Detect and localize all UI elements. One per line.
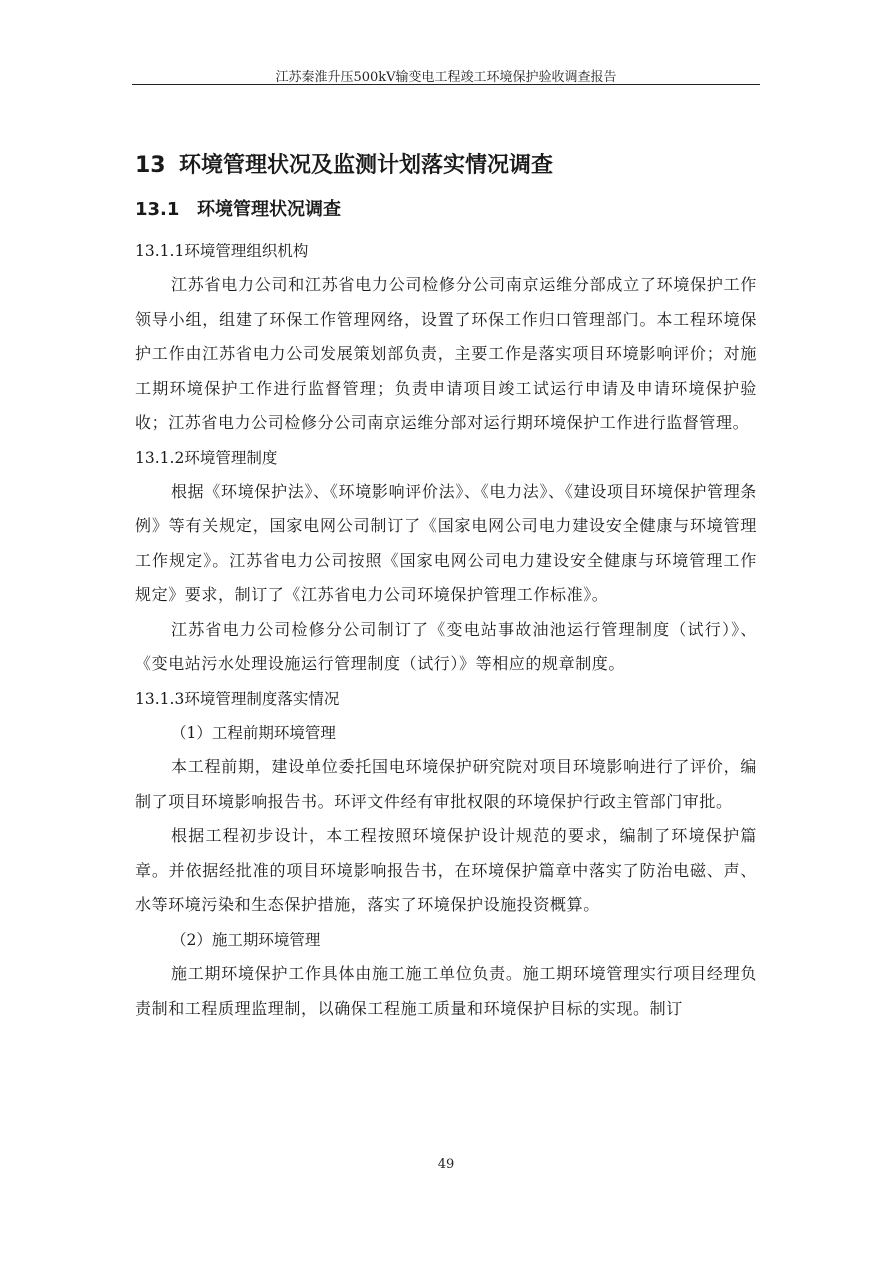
page-content — [135, 148, 757, 1026]
subsection-heading — [135, 682, 757, 716]
chapter-title: 环境管理状况及监测计划落实情况调查 — [179, 153, 554, 178]
chapter-number: 13 — [135, 153, 166, 178]
list-item-label: （2）施工期环境管理 — [171, 930, 321, 949]
subsection-title: 环境管理制度 — [184, 448, 278, 467]
body-paragraph: 本工程前期，建设单位委托国电环境保护研究院对项目环境影响进行了评价，编制了项目环境影响报告书。环评文件经有审批权限的环境保护行政主管部门审批。 — [135, 757, 757, 811]
body-paragraph: 江苏省电力公司检修分公司制订了《变电站事故油池运行管理制度（试行）》、《变电站污水处理设施运行管理制度（试行）》等相应的规章制度。 — [135, 619, 757, 673]
subsection-title: 环境管理制度落实情况 — [184, 689, 340, 708]
body-paragraph: 根据《环境保护法》、《环境影响评价法》、《电力法》、《建设项目环境保护管理条例》等有关规定，国家电网公司制订了《国家电网公司电力建设安全健康与环境管理工作规定》。江苏省电力公司按照《国家电网公司电力建设安全健康与环境管理工作规定》要求，制订了《江苏省电力公司环境保护管理工作标准》。 — [135, 481, 757, 604]
chapter-heading — [135, 148, 757, 184]
section-title: 环境管理状况调查 — [197, 199, 341, 220]
page-number: 49 — [437, 1157, 455, 1172]
body-paragraph: 根据工程初步设计，本工程按照环境保护设计规范的要求，编制了环境保护篇章。并依据经批准的项目环境影响报告书，在环境保护篇章中落实了防治电磁、声、水等环境污染和生态保护措施，落实了环境保护设施投资概算。 — [135, 826, 757, 914]
subsection-heading — [135, 234, 757, 268]
subsection-title: 环境管理组织机构 — [184, 242, 309, 260]
list-item-label: （1）工程前期环境管理 — [171, 723, 336, 742]
section-heading — [135, 194, 757, 226]
subsection-number: 13.1.2 — [135, 448, 185, 467]
subsection-number: 13.1.3 — [135, 689, 185, 708]
body-paragraph: 施工期环境保护工作具体由施工施工单位负责。施工期环境管理实行项目经理负责制和工程质理监理制，以确保工程施工质量和环境保护目标的实现。制订 — [135, 964, 757, 1018]
body-paragraph: 江苏省电力公司和江苏省电力公司检修分公司南京运维分部成立了环境保护工作领导小组，组建了环保工作管理网络，设置了环保工作归口管理部门。本工程环境保护工作由江苏省电力公司发展策划部负责，主要工作是落实项目环境影响评价；对施工期环境保护工作进行监督管理；负责申请项目竣工试运行申请及申请环境保护验收；江苏省电力公司检修分公司南京运维分部对运行期环境保护工作进行监督管理。 — [135, 275, 757, 432]
header-rule — [132, 84, 760, 85]
subsection-number: 13.1.1 — [135, 242, 185, 260]
section-number: 13.1 — [135, 199, 180, 220]
running-header: 江苏秦淮升压500kV输变电工程竣工环境保护验收调查报告 — [275, 70, 617, 85]
subsection-heading — [135, 441, 757, 475]
